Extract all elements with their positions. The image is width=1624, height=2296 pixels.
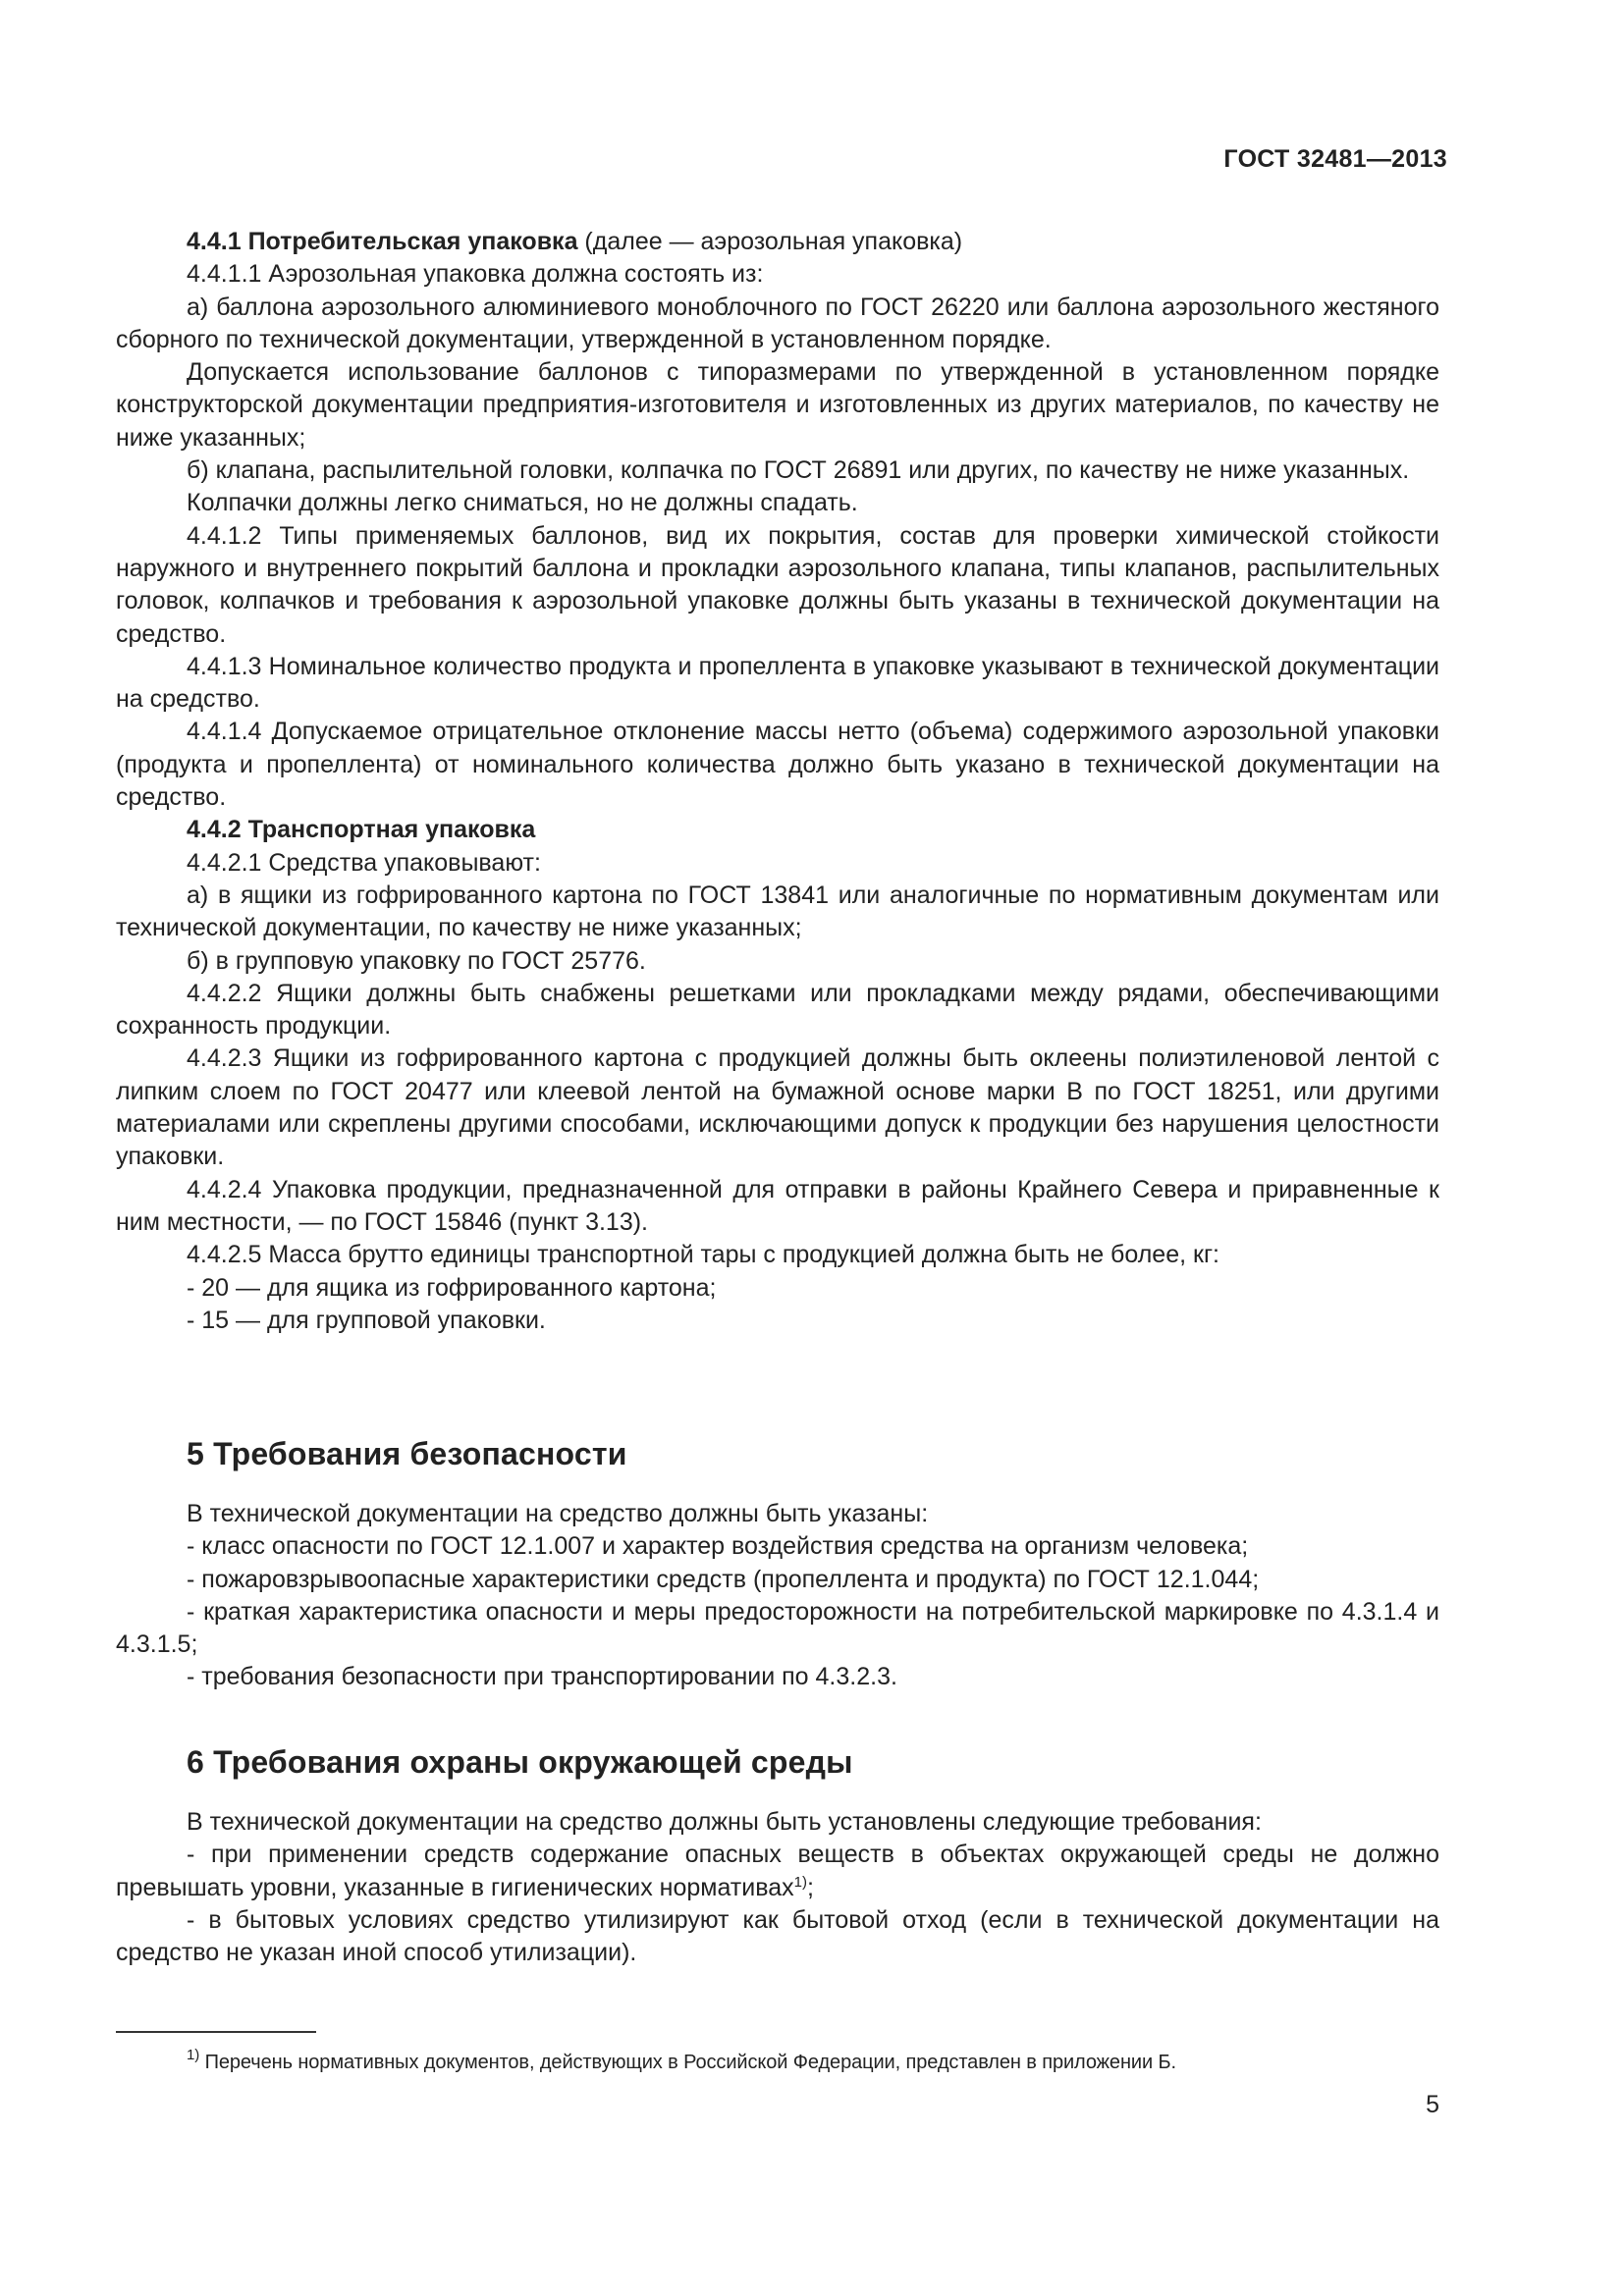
footnote-ref: 1) [793,1873,807,1891]
list-item: - 20 — для ящика из гофрированного картона; [187,1273,717,1302]
list-item: - в бытовых условиях средство утилизируют как бытовой отход (если в технической документации на средство не указан иной способ утилизации). [116,1905,1439,1967]
paragraph: 4.4.2.4 Упаковка продукции, предназначенной для отправки в районы Крайнего Севера и приравненные к ним местности, — по ГОСТ 15846 (пункт 3.13). [116,1175,1439,1236]
paragraph: В технической документации на средство должны быть установлены следующие требования: [187,1808,1262,1836]
list-item: - краткая характеристика опасности и меры предосторожности на потребительской маркировке по 4.3.1.4 и 4.3.1.5; [116,1597,1439,1659]
section-5-body [116,1498,1439,1694]
list-item: - 15 — для групповой упаковки. [187,1306,546,1334]
paragraph: Допускается использование баллонов с типоразмерами по утвержденной в установленном порядке конструкторской документации предприятия-изготовителя и изготовленных из других материалов, по качеству не ниже указанных; [116,358,1439,452]
paragraph: 4.4.2.3 Ящики из гофрированного картона с продукцией должны быть оклеены полиэтиленовой лентой с липким слоем по ГОСТ 20477 или клеевой лентой на бумажной основе марки В по ГОСТ 18251, или другими материалами или скреплены другими способами, исключающими допуск к продукции без нарушения целостности упаковки. [116,1044,1439,1171]
list-item: - пожаровзрывоопасные характеристики средств (пропеллента и продукта) по ГОСТ 12.1.044; [187,1565,1260,1593]
list-item: - требования безопасности при транспортировании по 4.3.2.3. [187,1663,897,1691]
footnote [187,2049,1439,2076]
paragraph: 4.4.1.4 Допускаемое отрицательное отклонение массы нетто (объема) содержимого аэрозольной упаковки (продукта и пропеллента) от номинального количества должно быть указано в технической документации на средство. [116,718,1439,812]
subsection-4-4-1-title: 4.4.1 Потребительская упаковка (далее — аэрозольная упаковка) [187,228,963,255]
paragraph: В технической документации на средство должны быть указаны: [187,1500,929,1527]
paragraph: 4.4.1.1 Аэрозольная упаковка должна состоять из: [187,260,764,289]
paragraph: 4.4.2.2 Ящики должны быть снабжены решетками или прокладками между рядами, обеспечивающими сохранность продукции. [116,979,1439,1041]
section-6-body [116,1806,1439,1969]
paragraph: а) баллона аэрозольного алюминиевого моноблочного по ГОСТ 26220 или баллона аэрозольного жестяного сборного по технической документации, утвержденной в установленном порядке. [116,293,1439,353]
footnote-mark: 1) [187,2047,200,2063]
paragraph: Колпачки должны легко сниматься, но не должны спадать. [187,489,858,517]
document-id-header: ГОСТ 32481—2013 [1223,145,1447,173]
section-6-heading: 6 Требования охраны окружающей среды [187,1744,853,1780]
footnote-separator [116,2031,316,2033]
footnote-text: Перечень нормативных документов, действующих в Российской Федерации, представлен в приложении Б. [199,2052,1176,2073]
paragraph: б) клапана, распылительной головки, колпачка по ГОСТ 26891 или других, по качеству не ниже указанных. [187,456,1410,485]
section-4-4-body [116,226,1439,1337]
subsection-4-4-2-title: 4.4.2 Транспортная упаковка [187,816,536,844]
section-5-heading: 5 Требования безопасности [187,1436,627,1471]
list-item: - класс опасности по ГОСТ 12.1.007 и характер воздействия средства на организм человека; [187,1532,1249,1561]
paragraph: б) в групповую упаковку по ГОСТ 25776. [187,946,646,975]
page-number: 5 [1426,2091,1439,2118]
paragraph: 4.4.1.3 Номинальное количество продукта и пропеллента в упаковке указывают в технической документации на средство. [116,652,1439,714]
paragraph: а) в ящики из гофрированного картона по ГОСТ 13841 или аналогичные по нормативным документам или технической документации, по качеству не ниже указанных; [116,881,1439,942]
list-item: - при применении средств содержание опасных веществ в объектах окружающей среды не должно превышать уровни, указанные в гигиенических нормативах$^{1)}$; [116,1841,1439,1901]
paragraph: 4.4.2.1 Средства упаковывают: [187,848,541,877]
paragraph: 4.4.2.5 Масса брутто единицы транспортной тары с продукцией должна быть не более, кг: [187,1241,1220,1269]
paragraph: 4.4.1.2 Типы применяемых баллонов, вид их покрытия, состав для проверки химической стойкости наружного и внутреннего покрытий баллона и прокладки аэрозольного клапана, типы клапанов, распылительных головок, колпачков и требования к аэрозольной упаковке должны быть указаны в технической документации на средство. [116,521,1439,648]
